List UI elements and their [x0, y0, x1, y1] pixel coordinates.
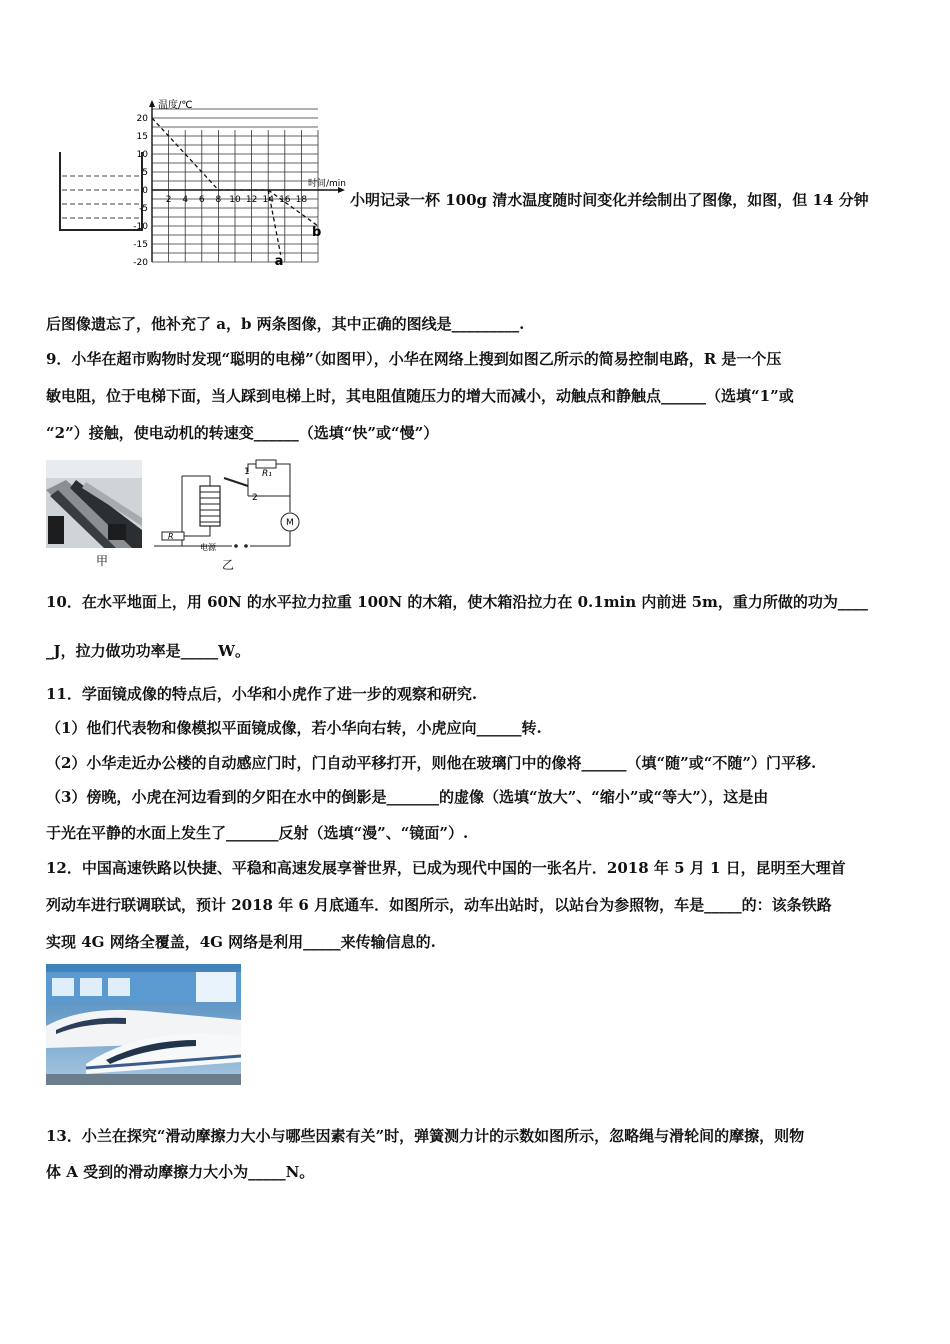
y-axis-label: 温度/℃	[158, 100, 193, 111]
series-label-a: a	[274, 253, 284, 269]
r-label: R	[168, 532, 174, 541]
chart-labels	[133, 98, 346, 269]
contact-2-label: 2	[252, 493, 258, 503]
y-tick-label: -10	[133, 222, 148, 232]
escalator-photo	[46, 460, 142, 548]
y-tick-label: 10	[136, 150, 148, 160]
x-tick-label: 18	[295, 195, 308, 205]
q10-line2: _J，拉力做功功率是_____W。	[46, 642, 250, 660]
q13-line1: 13．小兰在探究“滑动摩擦力大小与哪些因素有关”时，弹簧测力计的示数如图所示，忽略绳与滑轮间的摩擦，则物	[46, 1127, 805, 1145]
q11-line1: 11．学面镜成像的特点后，小华和小虎作了进一步的观察和研究.	[46, 685, 478, 703]
y-tick-label: 15	[136, 132, 148, 142]
y-axis-arrow	[149, 100, 155, 107]
x-tick-label: 2	[165, 195, 172, 205]
x-tick-label: 16	[279, 195, 291, 205]
q9-line1: 9．小华在超市购物时发现“聪明的电梯”（如图甲），小华在网络上搜到如图乙所示的简易控制电路，R 是一个压	[46, 350, 782, 368]
x-tick-label: 6	[198, 195, 205, 205]
q8-text-line2: 后图像遗忘了，他补充了 a，b 两条图像，其中正确的图线是_________.	[46, 315, 525, 333]
x-tick-label: 12	[245, 195, 258, 205]
contact-1-label: 1	[244, 467, 250, 477]
q11-line5: 于光在平静的水面上发生了_______反射（选填“漫”、“镜面”）.	[46, 824, 469, 842]
y-tick-label: -5	[139, 204, 148, 214]
caption-yi: 乙	[222, 558, 235, 572]
q10-line1: 10．在水平地面上，用 60N 的水平拉力拉重 100N 的木箱，使木箱沿拉力在 0.1min 内前进 5m，重力所做的功为____	[46, 593, 868, 611]
q12-line3: 实现 4G 网络全覆盖，4G 网络是利用_____来传输信息的.	[46, 933, 436, 951]
q13-line2: 体 A 受到的滑动摩擦力大小为_____N。	[46, 1163, 315, 1181]
x-tick-label: 10	[229, 195, 241, 205]
caption-jia: 甲	[96, 554, 109, 568]
q12-line2: 列动车进行联调联试，预计 2018 年 6 月底通车．如图所示，动车出站时，以站台为参照物，车是_____的：该条铁路	[46, 896, 832, 914]
series-label-b: b	[312, 225, 322, 240]
bullet-train-photo	[46, 964, 241, 1085]
x-tick-label: 4	[182, 195, 189, 205]
y-tick-label: -20	[133, 258, 148, 268]
q11-line3: （2）小华走近办公楼的自动感应门时，门自动平移打开，则他在玻璃门中的像将______（填“随”或“不随”）门平移.	[46, 754, 817, 772]
y-tick-label: -15	[133, 240, 148, 250]
temperature-time-chart	[118, 98, 350, 278]
motor-label: M	[286, 518, 294, 528]
q8-text-right: 小明记录一杯 100g 清水温度随时间变化并绘制出了图像，如图，但 14 分钟	[350, 191, 869, 209]
q11-line4: （3）傍晚，小虎在河边看到的夕阳在水中的倒影是_______的虚像（选填“放大”、“缩小”或“等大”），这是由	[46, 788, 769, 806]
x-tick-label: 8	[215, 195, 222, 205]
chart-grid	[152, 109, 318, 262]
y-tick-label: 5	[142, 168, 148, 178]
x-axis-label: 时间/min	[308, 179, 347, 189]
y-tick-label: 0	[142, 186, 148, 196]
q11-line2: （1）他们代表物和像模拟平面镜成像，若小华向右转，小虎应向______转.	[46, 719, 542, 737]
y-tick-label: 20	[136, 114, 148, 124]
r1-label: R₁	[262, 469, 272, 479]
x-tick-label: 14	[262, 195, 274, 205]
q12-line1: 12．中国高速铁路以快捷、平稳和高速发展享誉世界，已成为现代中国的一张名片．2018 年 5 月 1 日，昆明至大理首	[46, 859, 846, 877]
control-circuit-diagram	[152, 456, 300, 554]
q9-line3: “2”）接触，使电动机的转速变______（选填“快”或“慢”）	[46, 424, 439, 442]
power-label: 电源	[200, 543, 216, 552]
q9-line2: 敏电阻，位于电梯下面，当人踩到电梯上时，其电阻值随压力的增大而减小，动触点和静触点______（选填“1”或	[46, 387, 794, 405]
